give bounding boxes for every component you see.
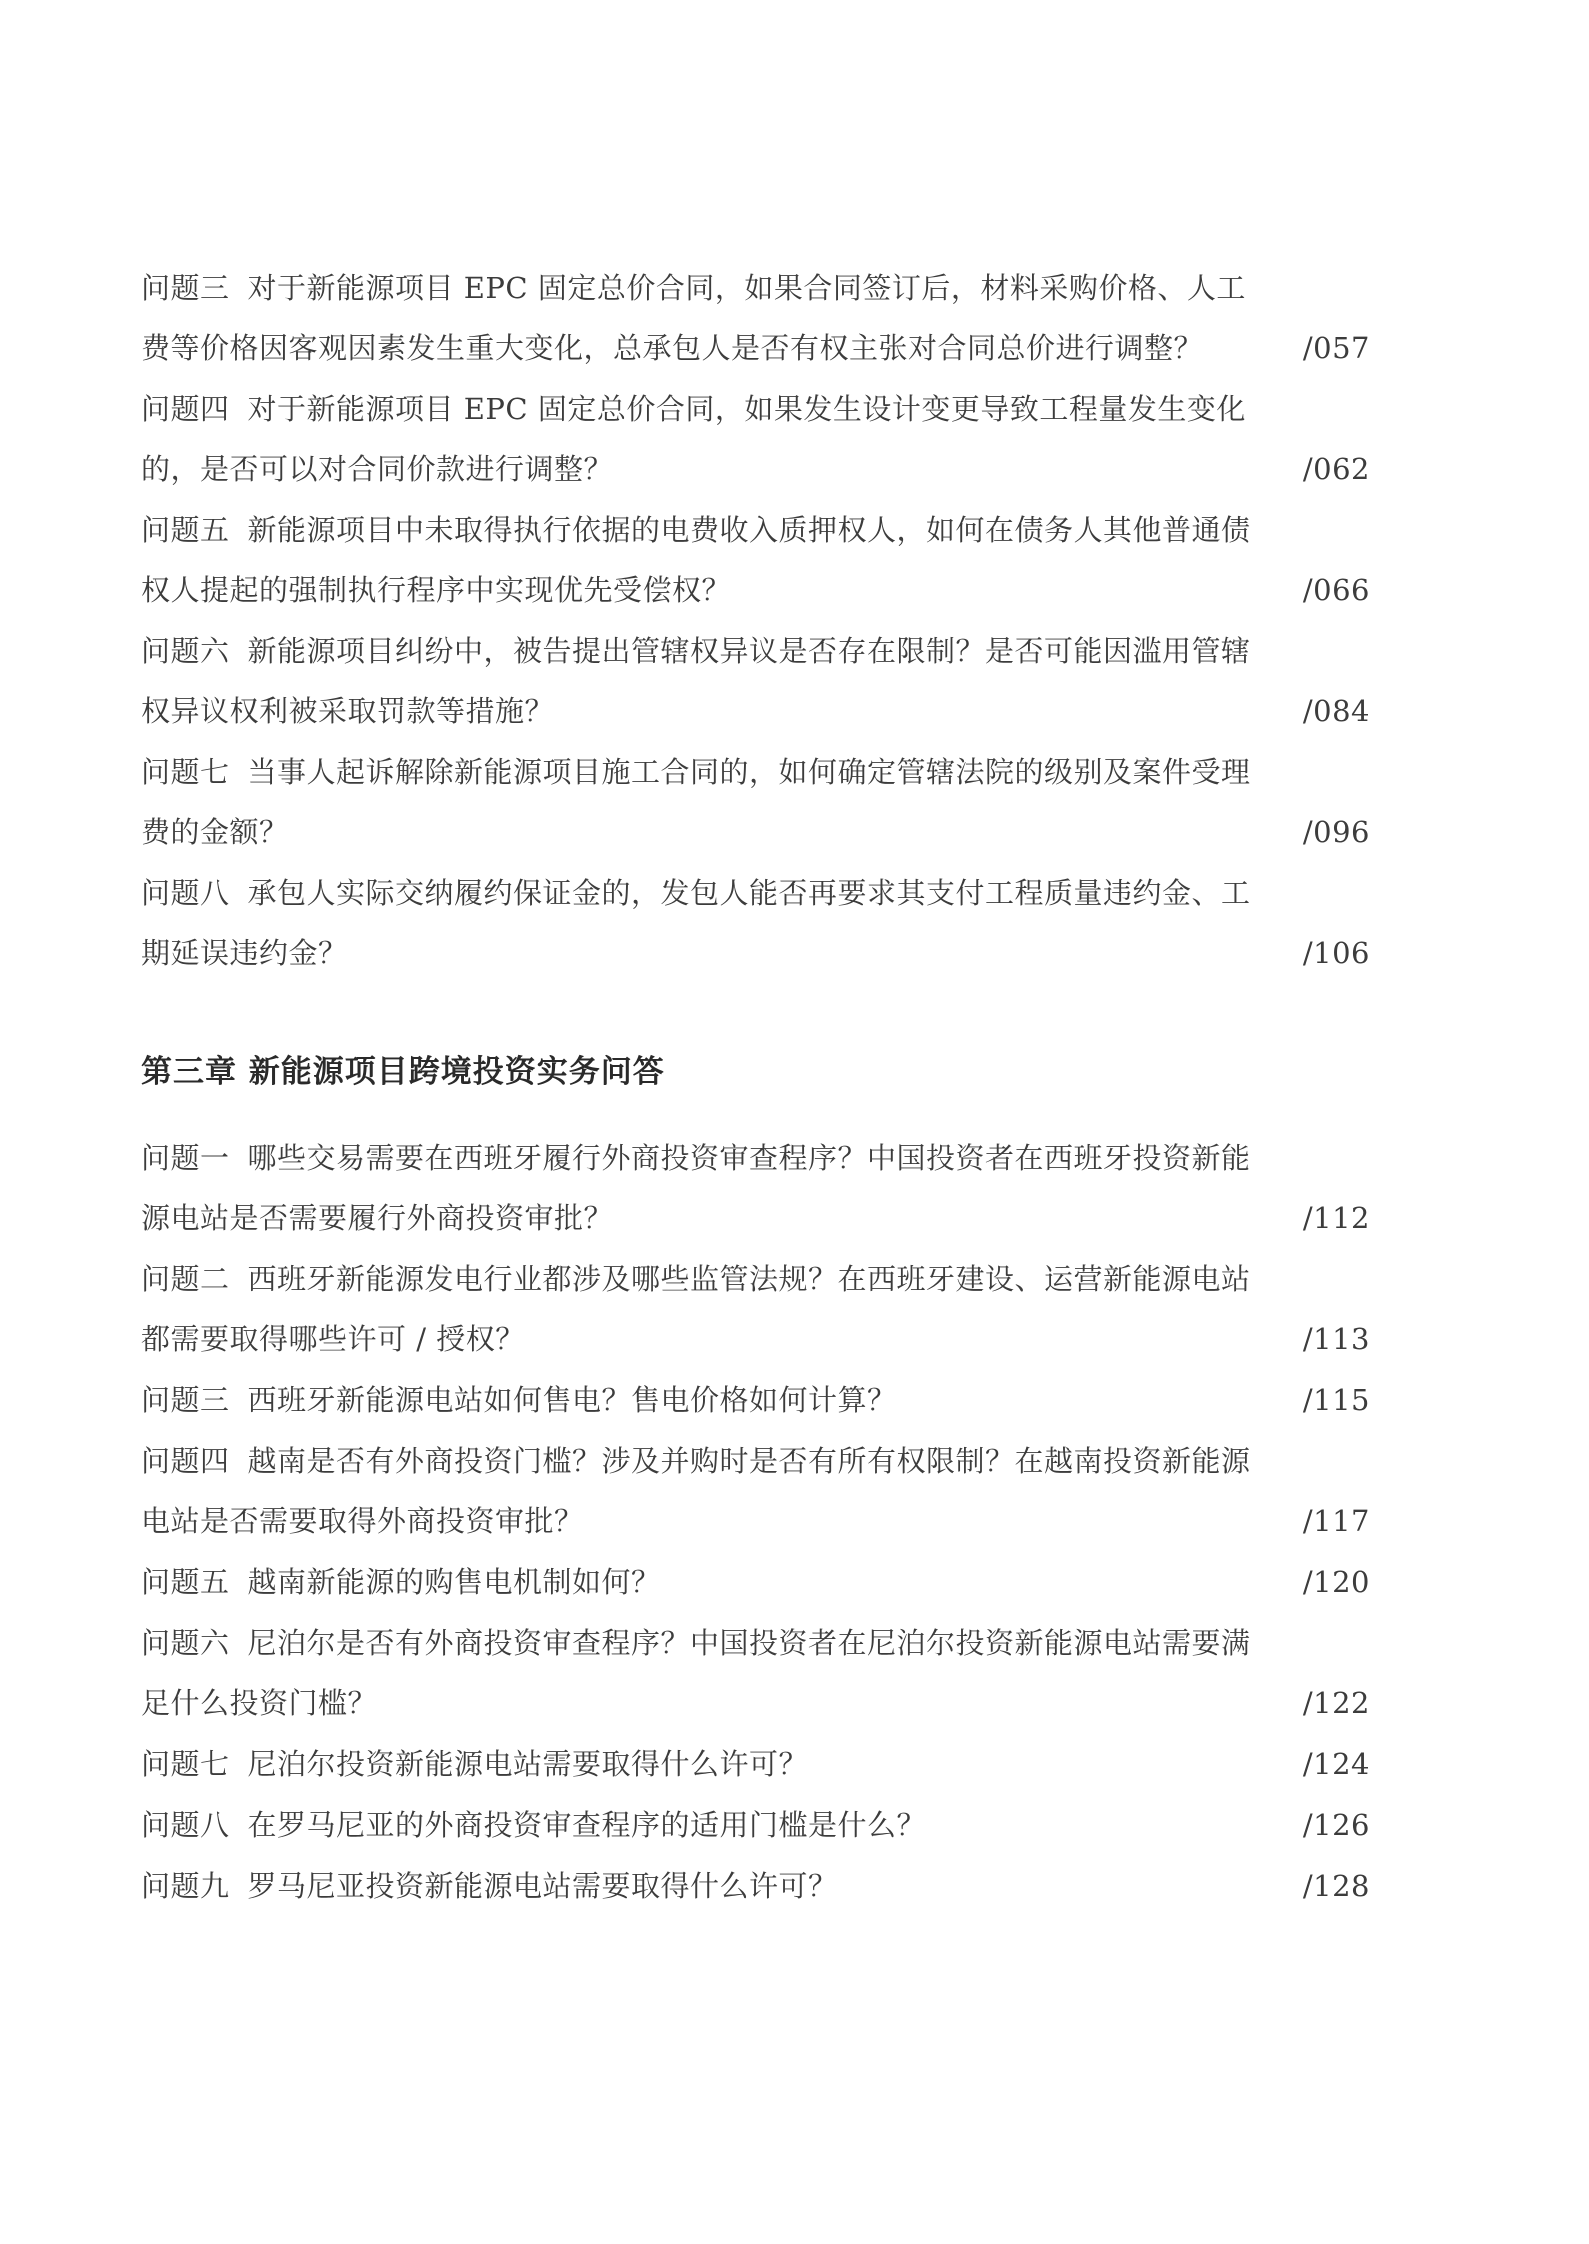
page-number: /117 bbox=[1302, 1504, 1370, 1538]
toc-entry[interactable] bbox=[141, 1249, 1370, 1369]
toc-entry[interactable] bbox=[141, 379, 1370, 499]
question-label: 问题七 bbox=[141, 1747, 230, 1781]
question-text: 西班牙新能源电站如何售电？售电价格如何计算？ bbox=[247, 1383, 897, 1417]
question-text: 承包人实际交纳履约保证金的，发包人能否再要求其支付工程质量违约金、工期延误违约金？ bbox=[141, 876, 1251, 970]
toc-entry[interactable] bbox=[141, 500, 1370, 620]
question-text: 越南是否有外商投资门槛？涉及并购时是否有所有权限制？在越南投资新能源电站是否需要取得外商投资审批？ bbox=[141, 1444, 1251, 1538]
toc-entry[interactable] bbox=[141, 1370, 1370, 1430]
toc-entry[interactable] bbox=[141, 742, 1370, 862]
toc-entry[interactable] bbox=[141, 1613, 1370, 1733]
page-number: /096 bbox=[1302, 815, 1370, 849]
question-label: 问题三 bbox=[141, 271, 230, 305]
question-label: 问题四 bbox=[141, 1444, 230, 1478]
page-number: /124 bbox=[1302, 1747, 1370, 1781]
page-number: /062 bbox=[1302, 452, 1370, 486]
question-label: 问题三 bbox=[141, 1383, 230, 1417]
page-number: /084 bbox=[1302, 694, 1370, 728]
question-label: 问题六 bbox=[141, 1626, 230, 1660]
toc-entry[interactable] bbox=[141, 1856, 1370, 1916]
question-text: 哪些交易需要在西班牙履行外商投资审查程序？中国投资者在西班牙投资新能源电站是否需要履行外商投资审批？ bbox=[141, 1141, 1251, 1235]
toc-entry[interactable] bbox=[141, 1734, 1370, 1794]
question-label: 问题四 bbox=[141, 392, 230, 426]
question-text: 对于新能源项目 EPC 固定总价合同，如果发生设计变更导致工程量发生变化的，是否可以对合同价款进行调整？ bbox=[141, 392, 1246, 486]
toc-entry[interactable] bbox=[141, 1431, 1370, 1551]
toc-entry[interactable] bbox=[141, 1552, 1370, 1612]
page-number: /057 bbox=[1302, 331, 1370, 365]
page-number: /106 bbox=[1302, 936, 1370, 970]
question-label: 问题九 bbox=[141, 1869, 230, 1903]
question-text: 罗马尼亚投资新能源电站需要取得什么许可？ bbox=[247, 1869, 838, 1903]
toc-entry[interactable] bbox=[141, 1795, 1370, 1855]
toc-section-chapter-3 bbox=[141, 1052, 1370, 1917]
question-text: 尼泊尔投资新能源电站需要取得什么许可？ bbox=[247, 1747, 809, 1781]
page-number: /066 bbox=[1302, 573, 1370, 607]
question-label: 问题六 bbox=[141, 634, 230, 668]
question-text: 越南新能源的购售电机制如何？ bbox=[247, 1565, 661, 1599]
toc-entry[interactable] bbox=[141, 863, 1370, 983]
question-label: 问题五 bbox=[141, 513, 230, 547]
question-text: 在罗马尼亚的外商投资审查程序的适用门槛是什么？ bbox=[247, 1808, 927, 1842]
page-number: /113 bbox=[1302, 1322, 1370, 1356]
question-label: 问题七 bbox=[141, 755, 230, 789]
question-text: 尼泊尔是否有外商投资审查程序？中国投资者在尼泊尔投资新能源电站需要满足什么投资门槛？ bbox=[141, 1626, 1251, 1720]
question-text: 当事人起诉解除新能源项目施工合同的，如何确定管辖法院的级别及案件受理费的金额？ bbox=[141, 755, 1251, 849]
page-number: /120 bbox=[1302, 1565, 1370, 1599]
toc-entry[interactable] bbox=[141, 621, 1370, 741]
page-number: /112 bbox=[1302, 1201, 1370, 1235]
toc-entry[interactable] bbox=[141, 258, 1370, 378]
question-text: 西班牙新能源发电行业都涉及哪些监管法规？在西班牙建设、运营新能源电站都需要取得哪些许可 / 授权？ bbox=[141, 1262, 1251, 1356]
question-text: 新能源项目纠纷中，被告提出管辖权异议是否存在限制？是否可能因滥用管辖权异议权利被采取罚款等措施？ bbox=[141, 634, 1251, 728]
question-label: 问题二 bbox=[141, 1262, 230, 1296]
question-text: 新能源项目中未取得执行依据的电费收入质押权人，如何在债务人其他普通债权人提起的强制执行程序中实现优先受偿权？ bbox=[141, 513, 1251, 607]
question-label: 问题一 bbox=[141, 1141, 230, 1175]
question-label: 问题八 bbox=[141, 1808, 230, 1842]
question-label: 问题五 bbox=[141, 1565, 230, 1599]
page-number: /126 bbox=[1302, 1808, 1370, 1842]
question-text: 对于新能源项目 EPC 固定总价合同，如果合同签订后，材料采购价格、人工费等价格因客观因素发生重大变化，总承包人是否有权主张对合同总价进行调整？ bbox=[141, 271, 1246, 365]
question-label: 问题八 bbox=[141, 876, 230, 910]
toc-section-continued bbox=[141, 258, 1370, 984]
page-number: /115 bbox=[1302, 1383, 1370, 1417]
toc-entry[interactable] bbox=[141, 1128, 1370, 1248]
page-number: /128 bbox=[1302, 1869, 1370, 1903]
page-number: /122 bbox=[1302, 1686, 1370, 1720]
chapter-title[interactable]: 第三章 新能源项目跨境投资实务问答 bbox=[141, 1054, 665, 1090]
